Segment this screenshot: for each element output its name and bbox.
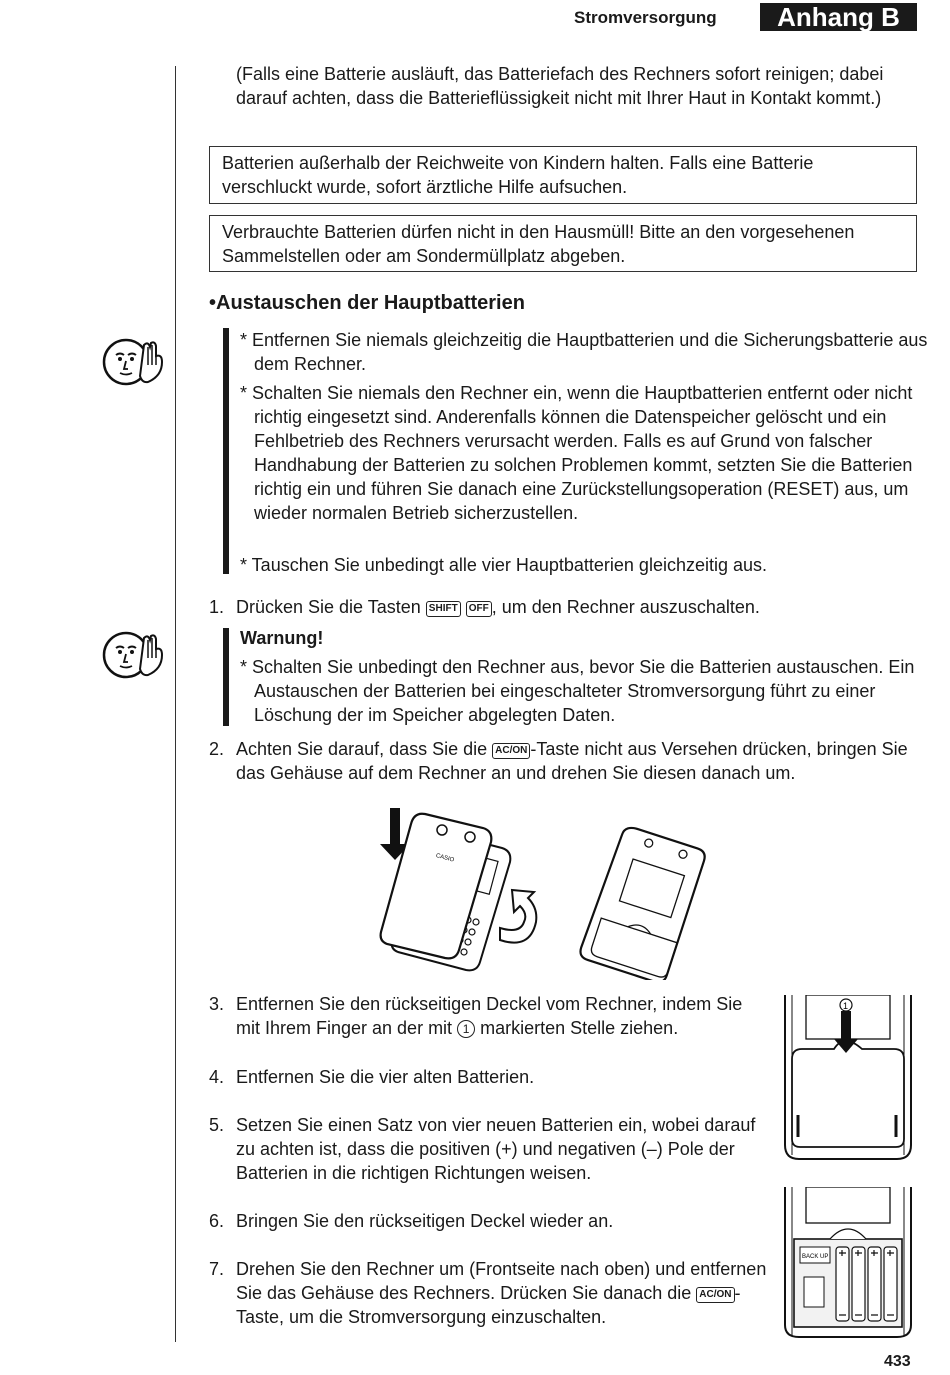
page-number: 433 xyxy=(884,1353,911,1370)
step-number: 3. xyxy=(209,994,225,1014)
step-1-text: Drücken Sie die Tasten SHIFT OFF , um den Rechner auszuschalten. xyxy=(236,597,760,617)
children-warning-box: Batterien außerhalb der Reichweite von Kindern halten. Falls eine Batterie verschluckt wurde, sofort ärztliche Hilfe aufsuchen. xyxy=(209,146,917,204)
step-number: 7. xyxy=(209,1259,225,1279)
ac-on-key-icon: AC/ON xyxy=(492,743,530,759)
step-2-text: Achten Sie darauf, dass Sie die AC/ON -Taste nicht aus Versehen drücken, bringen Sie das Gehäuse auf dem Rechner an und drehen Sie diesen danach um. xyxy=(236,739,908,783)
step-4-text: Entfernen Sie die vier alten Batterien. xyxy=(236,1067,535,1087)
margin-rule xyxy=(175,66,176,1342)
section-heading: •Austauschen der Hauptbatterien xyxy=(209,292,525,314)
warning-title: Warnung! xyxy=(240,628,324,648)
ac-on-key-icon: AC/ON xyxy=(696,1287,734,1303)
caution-face-icon xyxy=(100,335,166,391)
note-item: * Tauschen Sie unbedingt alle vier Hauptbatterien gleichzeitig aus. xyxy=(240,555,768,575)
step-number: 1. xyxy=(209,597,225,617)
appendix-tab: Anhang B xyxy=(760,3,917,31)
back-cover-illustration xyxy=(780,995,915,1165)
step-7-text: Drehen Sie den Rechner um (Frontseite nach oben) und entfernen Sie das Gehäuse des Rechners. Drücken Sie danach die AC/ON -Taste, um die Stromversorgung einzuschalten. xyxy=(236,1259,767,1327)
brand-logo: CASIO xyxy=(435,853,455,864)
notes-bar xyxy=(223,328,229,574)
calculator-case-illustration xyxy=(370,800,750,980)
step-number: 2. xyxy=(209,739,225,759)
warning-text: * Schalten Sie unbedingt den Rechner aus, bevor Sie die Batterien austauschen. Ein Austauschen der Batterien bei eingeschalteter Stromversorgung führt zu einer Löschung der im Speicher abgelegten Daten. xyxy=(240,657,915,725)
note-item: * Entfernen Sie niemals gleichzeitig die Hauptbatterien und die Sicherungsbatterie aus dem Rechner. xyxy=(240,330,928,374)
step-6-text: Bringen Sie den rückseitigen Deckel wieder an. xyxy=(236,1211,614,1231)
warning-bar xyxy=(223,628,229,726)
step-number: 4. xyxy=(209,1067,225,1087)
step-number: 6. xyxy=(209,1211,225,1231)
marker-circle-icon: 1 xyxy=(457,1020,475,1038)
disposal-notice-box: Verbrauchte Batterien dürfen nicht in den Hausmüll! Bitte an den vorgesehenen Sammelstellen oder am Sondermüllplatz abgeben. xyxy=(209,215,917,272)
step-number: 5. xyxy=(209,1115,225,1135)
shift-key-icon: SHIFT xyxy=(426,601,461,617)
off-key-icon: OFF xyxy=(466,601,492,617)
battery-compartment-illustration xyxy=(780,1187,915,1342)
backup-label: BACK UP xyxy=(802,1254,829,1260)
note-item: * Schalten Sie niemals den Rechner ein, wenn die Hauptbatterien entfernt oder nicht richtig eingesetzt sind. Anderenfalls können die Datenspeicher gelöscht und ein Fehlbetrieb des Rechners verursacht werden. Falls es auf Grund von falscher Handhabung der Batterien zu solchen Problemen kommt, setzten Sie die Batterien richtig ein und führen Sie danach eine Zurückstellungsoperation (RESET) aus, um wieder normalen Betrieb sicherzustellen. xyxy=(240,383,913,523)
step-3-text: Entfernen Sie den rückseitigen Deckel vom Rechner, indem Sie mit Ihrem Finger an der mit 1 markierten Stelle ziehen. xyxy=(236,994,743,1038)
intro-paragraph: (Falls eine Batterie ausläuft, das Batteriefach des Rechners sofort reinigen; dabei darauf achten, dass die Batterieflüssigkeit nicht mit Ihrer Haut in Kontakt kommt.) xyxy=(236,64,884,108)
step-5-text: Setzen Sie einen Satz von vier neuen Batterien ein, wobei darauf zu achten ist, dass die positiven (+) und negativen (–) Pole der Batterien in die richtigen Richtungen weisen. xyxy=(236,1115,756,1183)
caution-face-icon xyxy=(100,628,166,684)
section-title: Stromversorgung xyxy=(574,8,717,27)
marker-label: 1 xyxy=(843,1001,849,1011)
